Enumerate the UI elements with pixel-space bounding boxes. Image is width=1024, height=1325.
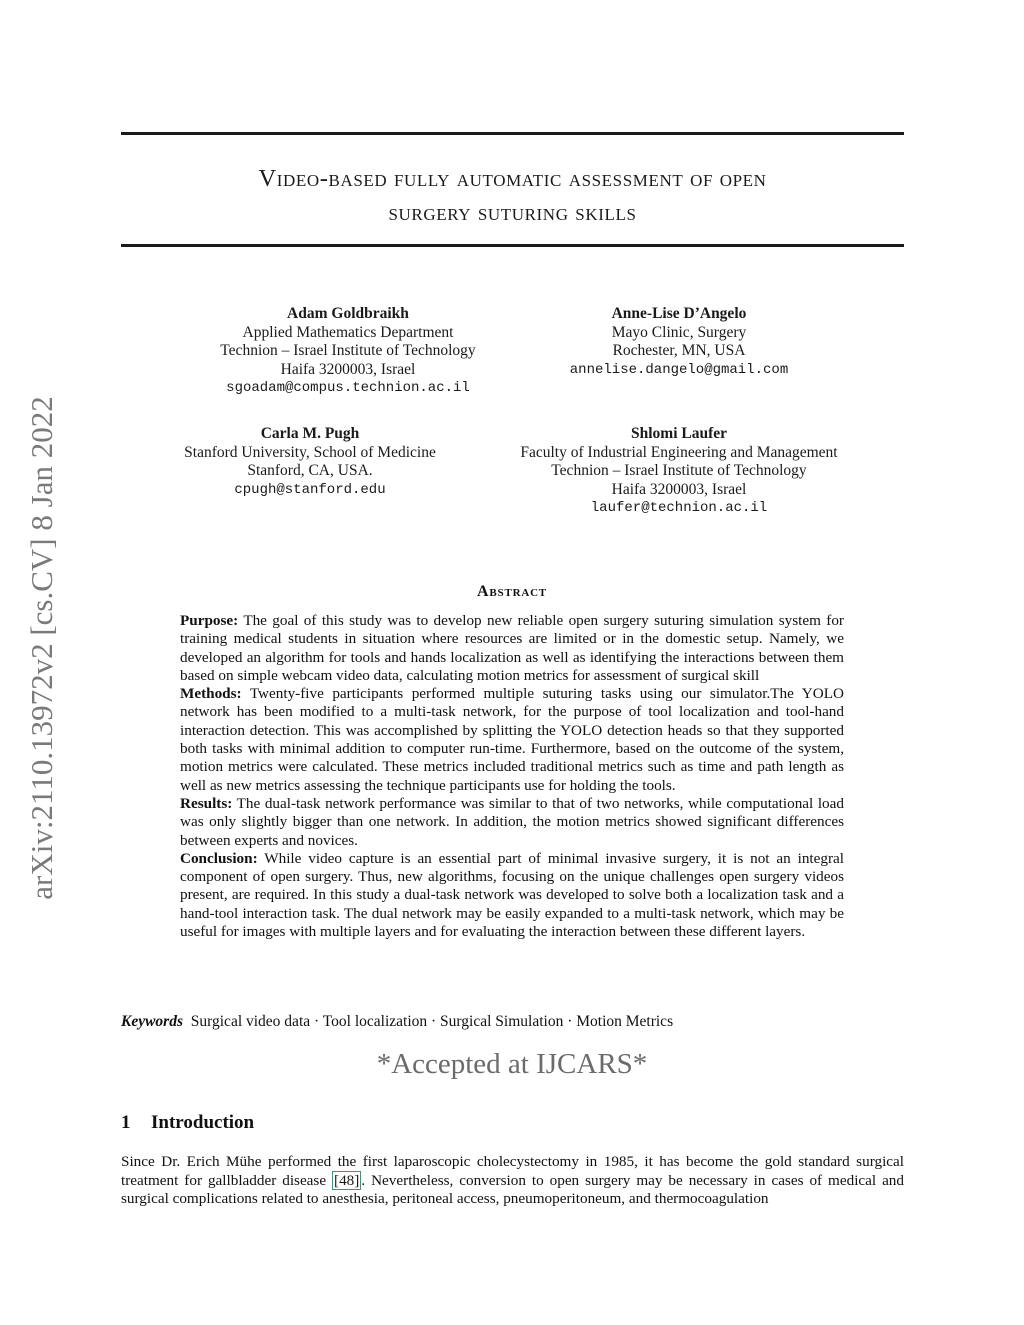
author-affiliation: Mayo Clinic, Surgery bbox=[611, 323, 747, 341]
purpose-label: Purpose: bbox=[180, 612, 239, 629]
methods-text: Twenty-five participants performed multiple suturing tasks using our simulator.The YOLO network has been modified to a multi-task network, for the purpose of tool localization and tool-hand interaction detection. This was accomplished by splitting the YOLO detection heads so that they supported both tasks with minimal addition to computer run-time. Furthermore, based on the outcome of the system, motion metrics were calculated. These metrics included traditional metrics such as time and path length as well as new metrics assessing the technique participants use for holding the tools. bbox=[180, 685, 844, 794]
author-email[interactable]: cpugh@stanford.edu bbox=[234, 481, 386, 498]
purpose-text: The goal of this study was to develop new reliable open surgery suturing simulation system for training medical students in situation where resources are limited or in the domestic setup. Namely, we developed an algorithm for tools and hands localization as well as identifying the interactions between them based on simple webcam video data, calculating motion metrics for assessment of surgical skill bbox=[180, 612, 844, 684]
author-name: Anne-Lise D’Angelo bbox=[611, 305, 747, 322]
author-name: Shlomi Laufer bbox=[630, 425, 728, 442]
title-line-1: Video-based fully automatic assessment of open bbox=[258, 165, 767, 192]
author-affiliation: Technion – Israel Institute of Technology bbox=[551, 462, 807, 479]
abstract-heading: Abstract bbox=[477, 583, 547, 600]
keywords-text: Surgical video data · Tool localization · Surgical Simulation · Motion Metrics bbox=[190, 1013, 674, 1030]
arxiv-sidebar: arXiv:2110.13972v2 [cs.CV] 8 Jan 2022 bbox=[24, 396, 59, 900]
citation-link[interactable]: [48] bbox=[334, 1171, 360, 1189]
conclusion-text: While video capture is an essential part of minimal invasive surgery, it is not an integral component of open surgery. Thus, new algorithms, focusing on the unique challenges open surgery videos present, are required. In this study a dual-task network was developed to solve both a localization task and a hand-tool interaction task. The dual network may be easily expanded to a multi-task network, which may be useful for images with multiple layers and for evaluating the interaction between these different layers. bbox=[180, 849, 844, 941]
abstract-methods bbox=[180, 685, 844, 795]
abstract-body bbox=[180, 612, 844, 941]
author-affiliation: Haifa 3200003, Israel bbox=[280, 360, 416, 378]
author-block bbox=[188, 305, 508, 398]
author-email[interactable]: annelise.dangelo@gmail.com bbox=[569, 361, 789, 378]
results-label: Results: bbox=[180, 794, 233, 812]
author-affiliation: Haifa 3200003, Israel bbox=[611, 480, 747, 498]
bottom-rule bbox=[121, 244, 904, 247]
paper-title bbox=[121, 162, 904, 230]
accepted-notice: *Accepted at IJCARS* bbox=[376, 1048, 648, 1080]
abstract-conclusion bbox=[180, 850, 844, 941]
top-rule bbox=[121, 132, 904, 135]
section-title: Introduction bbox=[151, 1112, 255, 1133]
intro-text-after: . Nevertheless, conversion to open surgery may be necessary in cases of medical and surgical complications related to anesthesia, peritoneal access, pneumoperitoneum, and thermocoagulation bbox=[121, 1171, 904, 1208]
intro-paragraph bbox=[121, 1153, 904, 1209]
author-affiliation: Technion – Israel Institute of Technology bbox=[220, 342, 476, 359]
keywords-label: Keywords bbox=[121, 1013, 183, 1030]
abstract-purpose bbox=[180, 612, 844, 685]
author-block bbox=[539, 305, 819, 379]
author-name: Carla M. Pugh bbox=[260, 425, 360, 442]
author-email[interactable]: sgoadam@compus.technion.ac.il bbox=[226, 380, 470, 396]
author-email[interactable]: laufer@technion.ac.il bbox=[590, 500, 768, 516]
author-block bbox=[494, 425, 864, 518]
author-affiliation: Rochester, MN, USA bbox=[612, 342, 746, 359]
section-heading bbox=[121, 1112, 254, 1134]
keywords-line bbox=[121, 1013, 673, 1031]
abstract-results bbox=[180, 795, 844, 850]
author-affiliation: Faculty of Industrial Engineering and Management bbox=[520, 443, 838, 461]
author-affiliation: Stanford, CA, USA. bbox=[247, 462, 373, 479]
intro-text-before: Since Dr. Erich Mühe performed the first laparoscopic cholecystectomy in 1985, it has become the gold standard surgical treatment for gallbladder disease bbox=[121, 1153, 904, 1189]
conclusion-label: Conclusion: bbox=[180, 849, 258, 867]
author-block bbox=[160, 425, 460, 499]
author-affiliation: Stanford University, School of Medicine bbox=[184, 443, 436, 461]
section-number: 1 bbox=[121, 1112, 131, 1133]
results-text: The dual-task network performance was similar to that of two networks, while computational load was only slightly bigger than one network. In addition, the motion metrics showed significant differences between experts and novices. bbox=[180, 794, 844, 849]
author-affiliation: Applied Mathematics Department bbox=[242, 323, 454, 341]
author-name: Adam Goldbraikh bbox=[287, 305, 409, 322]
methods-label: Methods: bbox=[180, 685, 242, 703]
title-line-2: surgery suturing skills bbox=[388, 199, 637, 226]
